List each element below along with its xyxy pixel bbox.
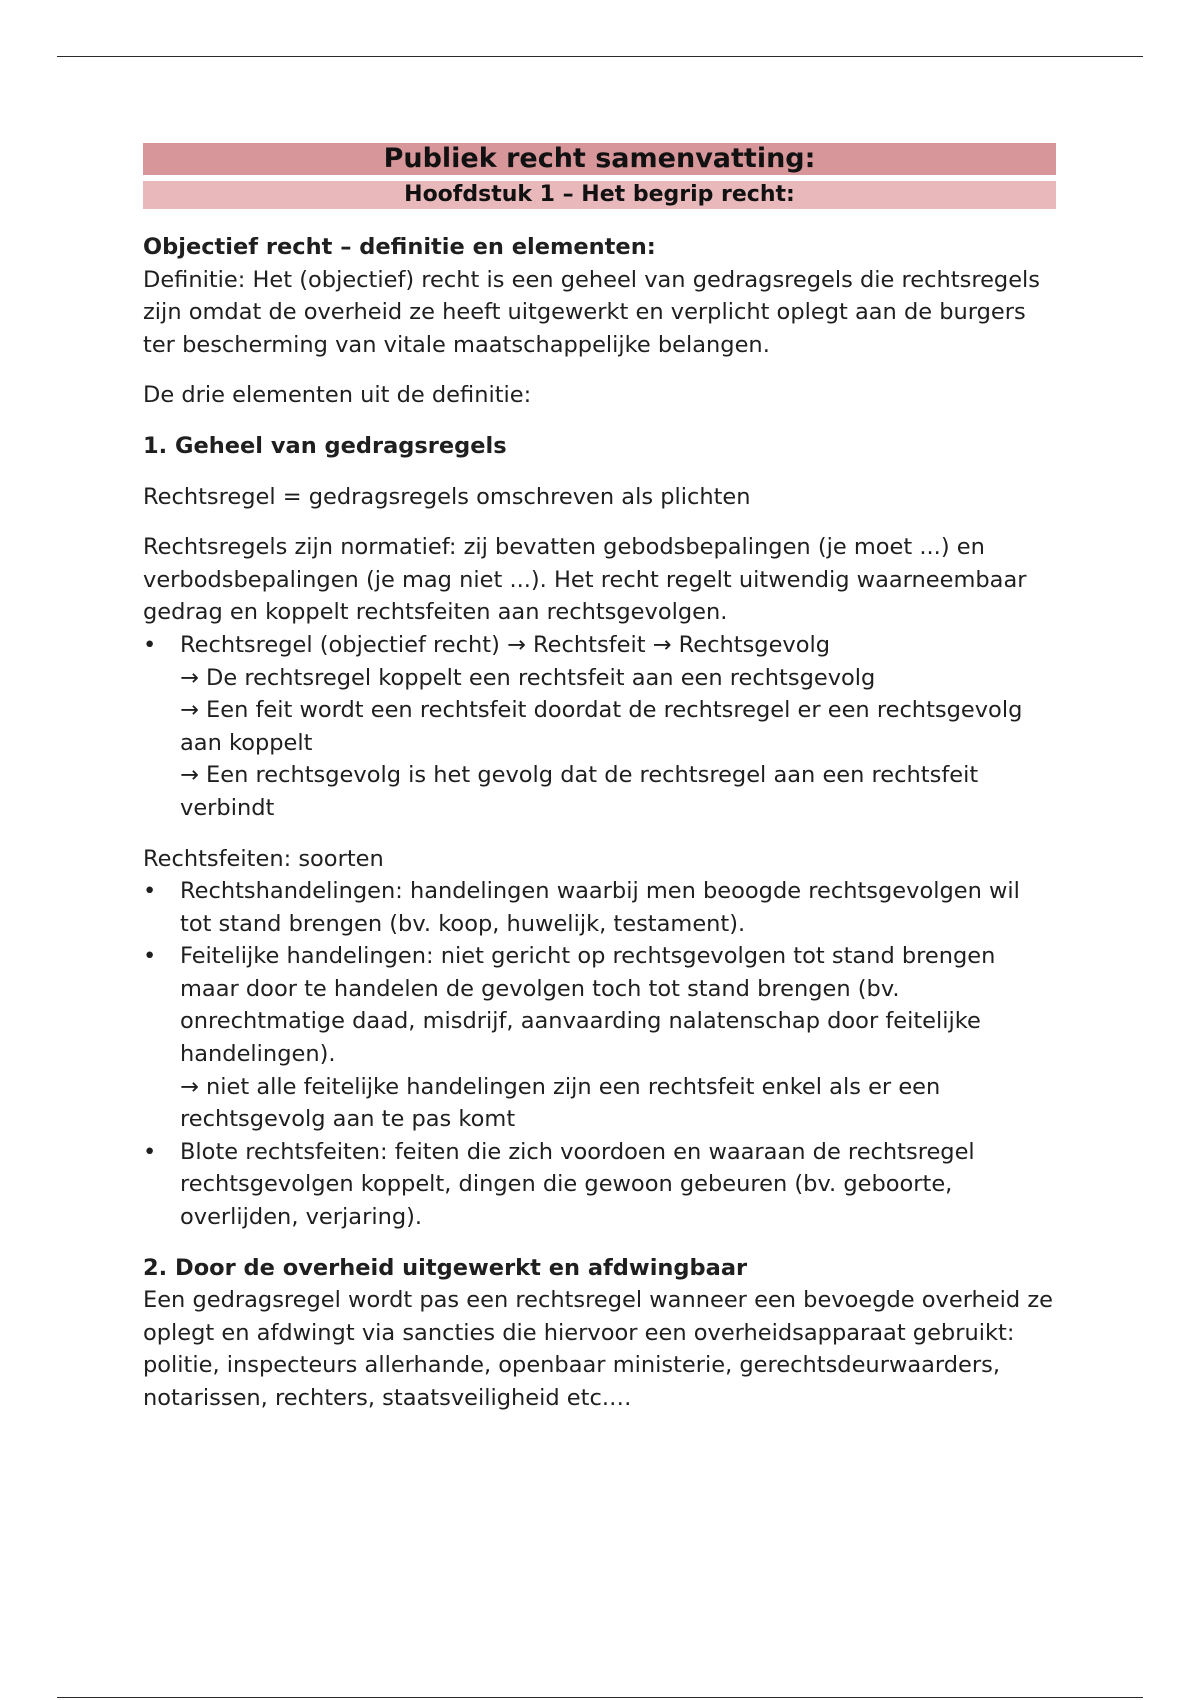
normatief-paragraph: Rechtsregels zijn normatief: zij bevatten gebodsbepalingen (je moet ...) en verbodsbepalingen (je mag niet ...). Het recht regelt uitwendig waarneembaar gedrag en koppelt rechtsfeiten aan rechtsgevolgen. (143, 534, 1027, 626)
bullet-icon: • (143, 878, 157, 905)
bullet-icon: • (143, 1138, 157, 1165)
soort-feitelijke-handelingen: Feitelijke handelingen: niet gericht op rechtsgevolgen tot stand brengen maar door te handelen de gevolgen toch tot stand brengen (bv. onrechtmatige daad, misdrijf, aanvaarding nalatenschap door feitelijke handelingen). (180, 943, 996, 1068)
bullet-icon: • (143, 631, 157, 658)
list-item (143, 940, 1056, 1136)
overheid-paragraph: Een gedragsregel wordt pas een rechtsregel wanneer een bevoegde overheid ze oplegt en afdwingt via sancties die hiervoor een overheidsapparaat gebruikt: politie, inspecteurs allerhande, openbaar ministerie, gerechtsdeurwaarders, notarissen, rechters, staatsveiligheid etc.… (143, 1287, 1053, 1411)
list-item (143, 629, 1056, 825)
document-body (143, 143, 1056, 1415)
section-heading-objectief: Objectief recht – definitie en elementen: (143, 234, 656, 260)
definition-paragraph: Definitie: Het (objectief) recht is een geheel van gedragsregels die rechtsregels zijn omdat de overheid ze heeft uitgewerkt en verplicht oplegt aan de burgers ter bescherming van vitale maatschappelijke belangen. (143, 266, 1041, 358)
chain-main: Rechtsregel (objectief recht) → Rechtsfeit → Rechtsgevolg (180, 631, 831, 658)
page-title: Publiek recht samenvatting: (143, 143, 1056, 175)
element-heading-2: 2. Door de overheid uitgewerkt en afdwingbaar (143, 1254, 748, 1281)
chapter-title: Hoofdstuk 1 – Het begrip recht: (143, 181, 1056, 209)
soort-blote-rechtsfeiten: Blote rechtsfeiten: feiten die zich voordoen en waaraan de rechtsregel rechtsgevolgen koppelt, dingen die gewoon gebeuren (bv. geboorte, overlijden, verjaring). (180, 1138, 975, 1231)
element-heading-1: 1. Geheel van gedragsregels (143, 432, 507, 459)
soorten-label: Rechtsfeiten: soorten (143, 845, 384, 872)
bottom-rule (57, 1697, 1143, 1698)
rechtsregel-line: Rechtsregel = gedragsregels omschreven als plichten (143, 483, 751, 510)
list-item (143, 875, 1056, 940)
chain-sub-2: → Een feit wordt een rechtsfeit doordat de rechtsregel er een rechtsgevolg aan koppelt (180, 697, 1023, 756)
chain-sub-3: → Een rechtsgevolg is het gevolg dat de rechtsregel aan een rechtsfeit verbindt (180, 762, 979, 821)
bullet-icon: • (143, 943, 157, 970)
top-rule (57, 56, 1143, 57)
chain-sub-1: → De rechtsregel koppelt een rechtsfeit aan een rechtsgevolg (180, 664, 876, 691)
soort-rechtshandelingen: Rechtshandelingen: handelingen waarbij men beoogde rechtsgevolgen wil tot stand brengen (bv. koop, huwelijk, testament). (180, 878, 1020, 937)
soorten-list (143, 875, 1056, 1234)
soort-feitelijke-sub: → niet alle feitelijke handelingen zijn een rechtsfeit enkel als er een rechtsgevolg aan te pas komt (180, 1073, 941, 1133)
elements-intro: De drie elementen uit de definitie: (143, 382, 532, 409)
list-item (143, 1136, 1056, 1234)
chain-list (143, 629, 1056, 825)
